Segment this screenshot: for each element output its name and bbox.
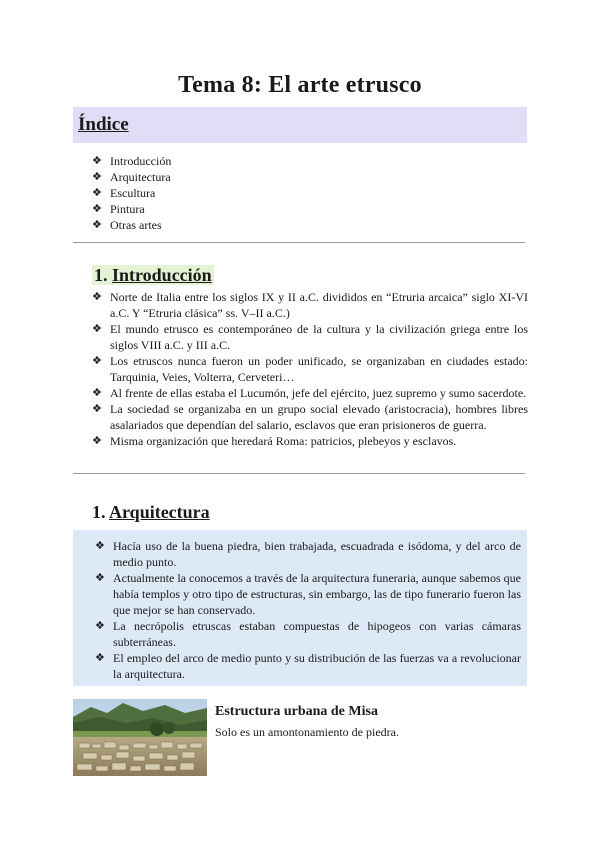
indice-item[interactable]: ❖ Arquitectura (92, 169, 171, 185)
arquitectura-title: Arquitectura (109, 502, 210, 522)
list-item: ❖ Los etruscos nunca fueron un poder unificado, se organizaban en ciudades estado: Tarquinia, Veies, Volterra, Cerveteri… (92, 353, 528, 385)
list-item: ❖ Al frente de ellas estaba el Lucumón, jefe del ejército, juez supremo y sumo sacerdote. (92, 385, 528, 401)
arquitectura-heading (92, 502, 210, 523)
indice-item[interactable]: ❖ Otras artes (92, 217, 171, 233)
indice-item[interactable]: ❖ Introducción (92, 153, 171, 169)
list-item: ❖ Norte de Italia entre los siglos IX y II a.C. divididos en “Etruria arcaica” siglo XI-VI a.C. Y “Etruria clásica” ss. V–II a.C.) (92, 289, 528, 321)
list-item: ❖ Actualmente la conocemos a través de la arquitectura funeraria, aunque sabemos que había templos y otro tipo de estructuras, sin embargo, las de tipo funerario fueron las que mejor se han conservado. (95, 570, 521, 618)
arquitectura-list (95, 538, 521, 682)
list-item: ❖ Misma organización que heredará Roma: patricios, plebeyos y esclavos. (92, 433, 528, 449)
intro-number: 1. (94, 265, 108, 285)
figure-description: Solo es un amontonamiento de piedra. (215, 725, 399, 739)
list-item: ❖ Hacía uso de la buena piedra, bien trabajada, escuadrada e isódoma, y del arco de medio punto. (95, 538, 521, 570)
page-title: Tema 8: El arte etrusco (178, 72, 422, 98)
intro-title: Introducción (112, 265, 212, 285)
list-item: ❖ El empleo del arco de medio punto y su distribución de las fuerzas va a revolucionar la arquitectura. (95, 650, 521, 682)
intro-list (92, 289, 528, 449)
list-item: ❖ El mundo etrusco es contemporáneo de la cultura y la civilización griega entre los siglos VIII a.C. y III a.C. (92, 321, 528, 353)
list-item: ❖ La sociedad se organizaba en un grupo social elevado (aristocracia), hombres libres asalariados que dependían del salario, esclavos que eran prisioneros de guerra. (92, 401, 528, 433)
intro-heading (92, 265, 214, 286)
list-item: ❖ La necrópolis etruscas estaban compuestas de hipogeos con varias cámaras subterráneas. (95, 618, 521, 650)
indice-item[interactable]: ❖ Pintura (92, 201, 171, 217)
figure-title: Estructura urbana de Misa (215, 704, 378, 719)
misa-ruins-photo (73, 699, 207, 776)
indice-list (92, 153, 171, 233)
indice-heading: Índice (78, 114, 129, 135)
indice-item[interactable]: ❖ Escultura (92, 185, 171, 201)
arquitectura-box (73, 530, 527, 686)
indice-banner (73, 107, 527, 143)
arquitectura-number: 1. (92, 502, 106, 522)
divider (73, 473, 525, 474)
divider (73, 242, 525, 243)
